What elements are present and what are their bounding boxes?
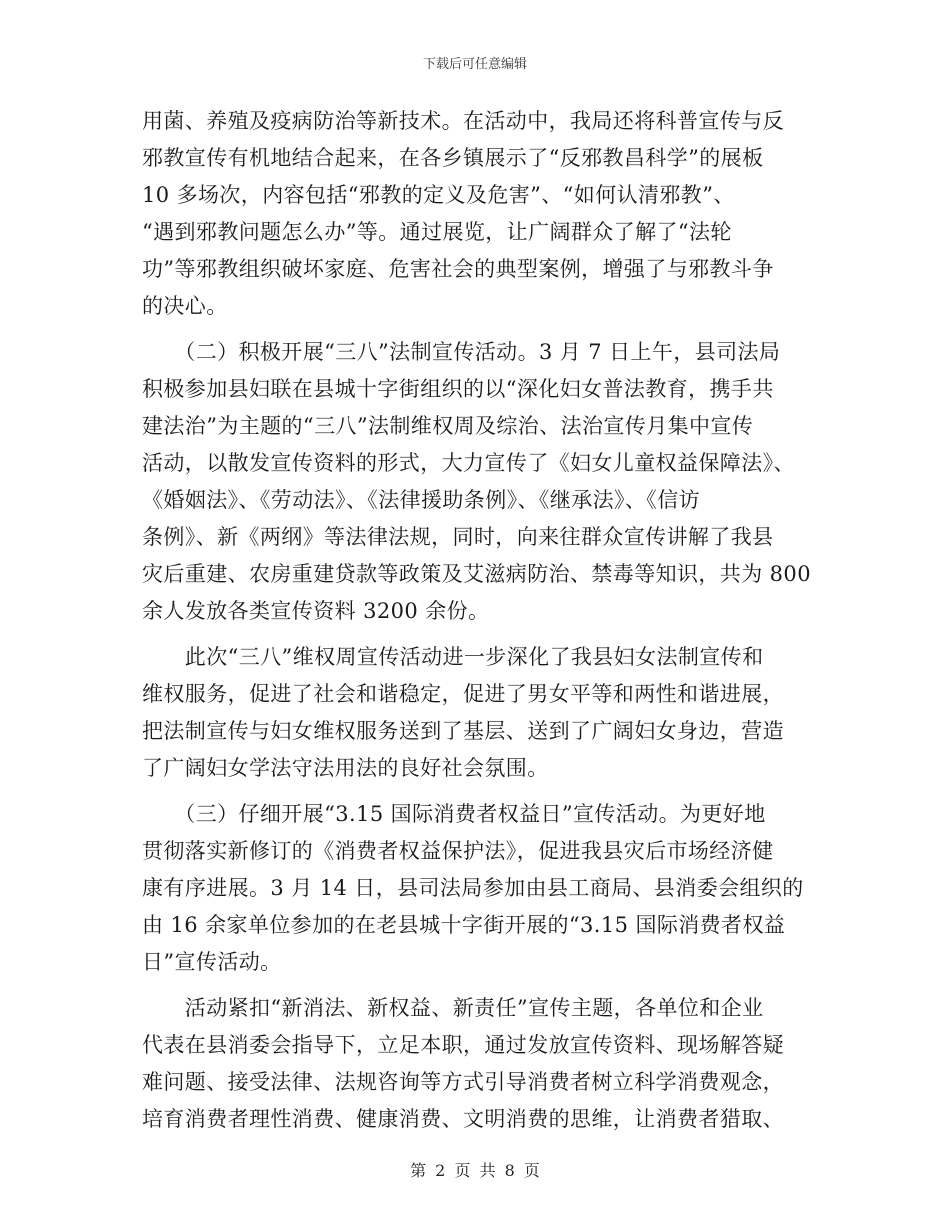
text-line: 余人发放各类宣传资料 3200 余份。 — [142, 599, 490, 623]
page-header: 下载后可任意编辑 — [422, 57, 527, 72]
text-line: 培育消费者理性消费、健康消费、文明消费的思维，让消费者猎取、 — [142, 1107, 784, 1131]
text-line: 贯彻落实新修订的《消费者权益保护法》，促进我县灾后市场经济健 — [142, 839, 774, 863]
document-body — [142, 103, 812, 1138]
text-line: “遇到邪教问题怎么办”等。通过展览，让广阔群众了解了“法轮 — [142, 220, 732, 244]
text-line: 邪教宣传有机地结合起来，在各乡镇展示了“反邪教昌科学”的展板 — [142, 146, 764, 170]
paragraph — [142, 990, 812, 1138]
paragraph — [142, 796, 812, 981]
text-line: （三）仔细开展“3.15 国际消费者权益日”宣传活动。为更好地 — [142, 802, 766, 826]
paragraph — [142, 639, 812, 787]
text-line: 灾后重建、农房重建贷款等政策及艾滋病防治、禁毒等知识，共为 800 — [142, 562, 811, 586]
text-line: 由 16 余家单位参加的在老县城十字街开展的“3.15 国际消费者权益 — [142, 913, 786, 937]
text-line: 活动，以散发宣传资料的形式，大力宣传了《妇女儿童权益保障法》、 — [142, 451, 795, 475]
text-line: 10 多场次，内容包括“邪教的定义及危害”、“如何认清邪教”、 — [142, 183, 735, 207]
text-line: 活动紧扣“新消法、新权益、新责任”宣传主题，各单位和企业 — [142, 996, 764, 1020]
text-line: 建法治”为主题的“三八”法制维权周及综治、法治宣传月集中宣传 — [142, 414, 754, 438]
text-line: 条例》、新《两纲》等法律法规，同时，向来往群众宣传讲解了我县 — [142, 525, 774, 549]
text-line: 代表在县消委会指导下，立足本职，通过发放宣传资料、现场解答疑 — [142, 1033, 784, 1057]
paragraph — [142, 334, 812, 630]
text-line: 功”等邪教组织破坏家庭、危害社会的典型案例，增强了与邪教斗争 — [142, 257, 774, 281]
text-line: 的决心。 — [142, 294, 228, 318]
text-line: （二）积极开展“三八”法制宣传活动。3 月 7 日上午，县司法局 — [142, 340, 781, 364]
text-line: 了广阔妇女学法守法用法的良好社会氛围。 — [142, 756, 549, 780]
text-line: 用菌、养殖及疫病防治等新技术。在活动中，我局还将科普宣传与反 — [142, 109, 784, 133]
text-line: 把法制宣传与妇女维权服务送到了基层、送到了广阔妇女身边，营造 — [142, 719, 784, 743]
text-line: 此次“三八”维权周宣传活动进一步深化了我县妇女法制宣传和 — [142, 645, 764, 669]
paragraph — [142, 103, 812, 325]
text-line: 《婚姻法》、《劳动法》、《法律援助条例》、《继承法》、《信访 — [142, 488, 700, 512]
text-line: 维权服务，促进了社会和谐稳定，促进了男女平等和两性和谐进展， — [142, 682, 784, 706]
text-line: 积极参加县妇联在县城十字街组织的以“深化妇女普法教育，携手共 — [142, 377, 774, 401]
text-line: 日”宣传活动。 — [142, 950, 282, 974]
text-line: 康有序进展。3 月 14 日，县司法局参加由县工商局、县消委会组织的 — [142, 876, 804, 900]
page-footer: 第 2 页 共 8 页 — [410, 1161, 540, 1180]
text-line: 难问题、接受法律、法规咨询等方式引导消费者树立科学消费观念， — [142, 1070, 784, 1094]
